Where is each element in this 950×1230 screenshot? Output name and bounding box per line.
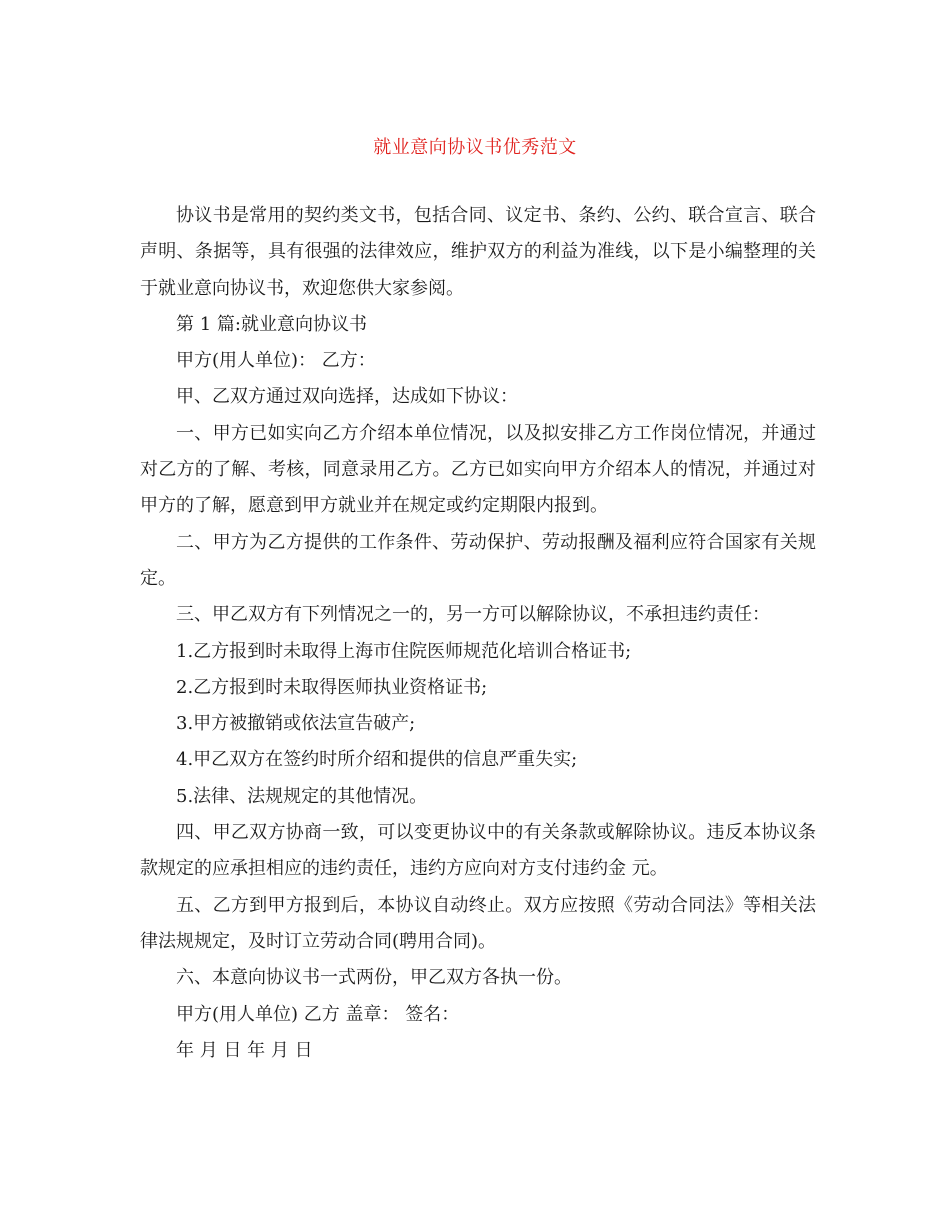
clause-3-item-3: 3.甲方被撤销或依法宣告破产; xyxy=(176,713,416,735)
clause-5: 五、乙方到甲方报到后，本协议自动终止。双方应按照《劳动合同法》等相关法律法规规定，及时订立劳动合同(聘用合同)。 xyxy=(140,894,816,952)
date-line: 年 月 日 年 月 日 xyxy=(176,1039,313,1061)
intro-paragraph: 协议书是常用的契约类文书，包括合同、议定书、条约、公约、联合宣言、联合声明、条据等，具有很强的法律效应，维护双方的利益为准线，以下是小编整理的关于就业意向协议书，欢迎您供大家参阅。 xyxy=(140,205,816,299)
agreement-intro: 甲、乙双方通过双向选择，达成如下协议： xyxy=(176,386,518,408)
document-title: 就业意向协议书优秀范文 xyxy=(373,137,577,158)
clause-3: 三、甲乙双方有下列情况之一的，另一方可以解除协议，不承担违约责任： xyxy=(176,604,770,626)
clause-4: 四、甲乙双方协商一致，可以变更协议中的有关条款或解除协议。违反本协议条款规定的应承担相应的违约责任，违约方应向对方支付违约金 元。 xyxy=(140,822,816,880)
section-heading: 第 1 篇:就业意向协议书 xyxy=(176,313,367,335)
document-body xyxy=(140,198,816,1069)
clause-1: 一、甲方已如实向乙方介绍本单位情况，以及拟安排乙方工作岗位情况，并通过对乙方的了解、考核，同意录用乙方。乙方已如实向甲方介绍本人的情况，并通过对甲方的了解，愿意到甲方就业并在规定或约定期限内报到。 xyxy=(140,422,816,517)
clause-6: 六、本意向协议书一式两份，甲乙双方各执一份。 xyxy=(176,967,572,989)
signature-line: 甲方(用人单位) 乙方 盖章： 签名： xyxy=(176,1003,460,1025)
clause-2: 二、甲方为乙方提供的工作条件、劳动保护、劳动报酬及福利应符合国家有关规定。 xyxy=(140,531,816,589)
clause-3-item-2: 2.乙方报到时未取得医师执业资格证书; xyxy=(176,676,488,698)
clause-3-item-5: 5.法律、法规规定的其他情况。 xyxy=(176,785,428,807)
clause-3-item-4: 4.甲乙双方在签约时所介绍和提供的信息严重失实; xyxy=(176,749,578,771)
parties-line: 甲方(用人单位)： 乙方： xyxy=(176,350,376,372)
clause-3-item-1: 1.乙方报到时未取得上海市住院医师规范化培训合格证书; xyxy=(176,640,632,662)
